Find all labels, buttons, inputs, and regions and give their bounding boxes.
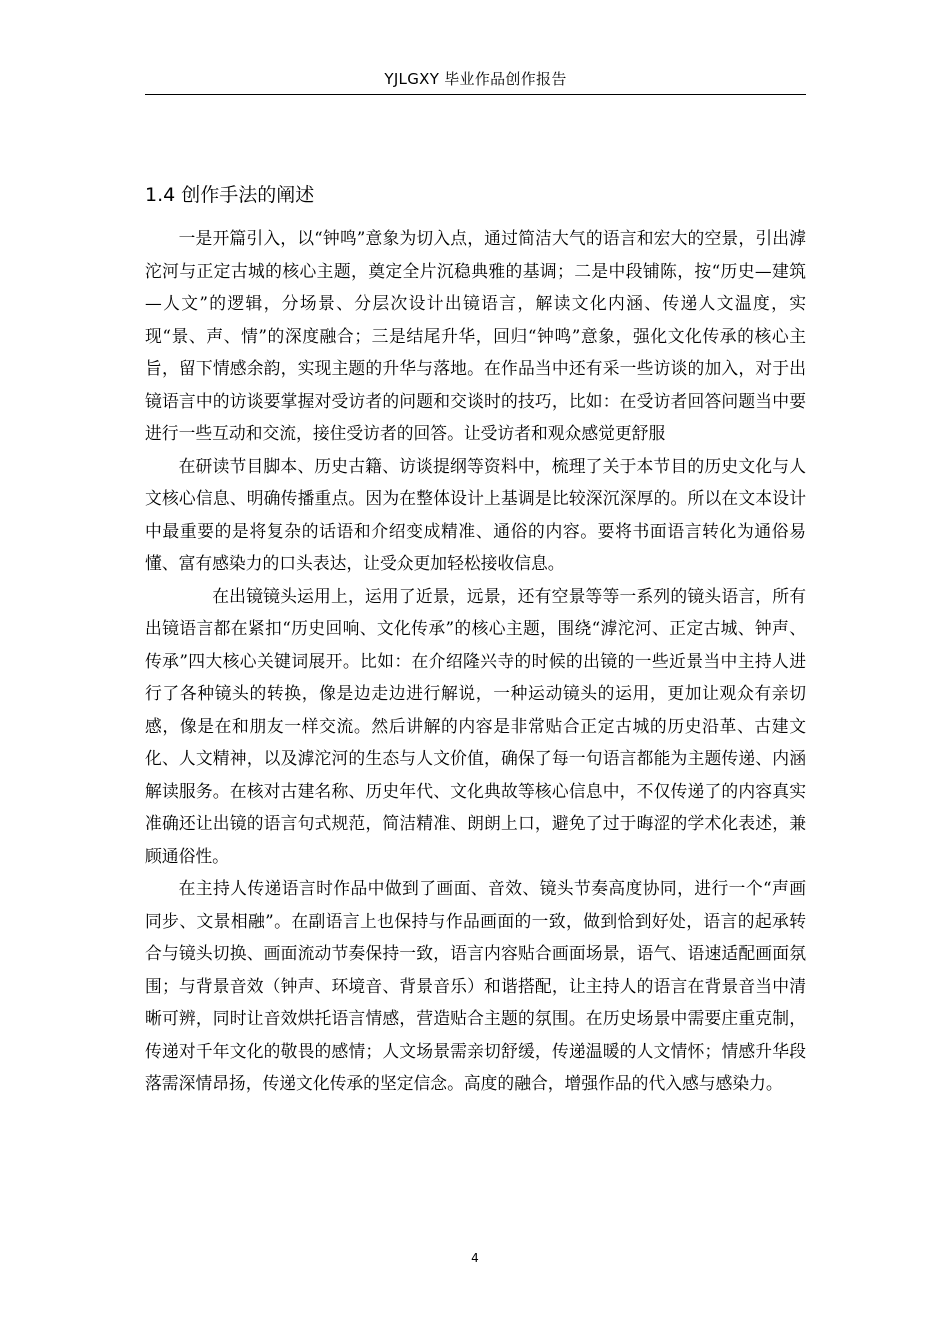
paragraph-camera-language: 在出镜镜头运用上，运用了近景，远景，还有空景等等一系列的镜头语言，所有出镜语言都在紧扣“历史回响、文化传承”的核心主题，围绕“滹沱河、正定古城、钟声、传承”四大核心关键词展开。比如：在介绍隆兴寺的时候的出镜的一些近景当中主持人进行了各种镜头的转换，像是边走边进行解说，一种运动镜头的运用，更加让观众有亲切感，像是在和朋友一样交流。然后讲解的内容是非常贴合正定古城的历史沿革、古建文化、人文精神，以及滹沱河的生态与人文价值，确保了每一句语言都能为主题传递、内涵解读服务。在核对古建名称、历史年代、文化典故等核心信息中，不仅传递了的内容真实准确还让出镜的语言句式规范，简洁精准、朗朗上口，避免了过于晦涩的学术化表述，兼顾通俗性。 (145, 585, 806, 866)
page-header (145, 66, 806, 95)
paragraph-creative-structure: 一是开篇引入，以“钟鸣”意象为切入点，通过简洁大气的语言和宏大的空景，引出滹沱河与正定古城的核心主题，奠定全片沉稳典雅的基调；二是中段铺陈，按“历史—建筑—人文”的逻辑，分场景、分层次设计出镜语言，解读文化内涵、传递人文温度，实现“景、声、情”的深度融合；三是结尾升华，回归“钟鸣”意象，强化文化传承的核心主旨，留下情感余韵，实现主题的升华与落地。在作品当中还有采一些访谈的加入，对于出镜语言中的访谈要掌握对受访者的问题和交谈时的技巧，比如：在受访者回答问题当中要进行一些互动和交流，接住受访者的回答。让受访者和观众感觉更舒服 (145, 228, 806, 443)
paragraph-audio-visual-sync: 在主持人传递语言时作品中做到了画面、音效、镜头节奏高度协同，进行一个“声画同步、文景相融”。在副语言上也保持与作品画面的一致，做到恰到好处，语言的起承转合与镜头切换、画面流动节奏保持一致，语言内容贴合画面场景，语气、语速适配画面氛围；与背景音效（钟声、环境音、背景音乐）和谐搭配，让主持人的语言在背景音当中清晰可辨，同时让音效烘托语言情感，营造贴合主题的氛围。在历史场景中需要庄重克制，传递对千年文化的敬畏的感情；人文场景需亲切舒缓，传递温暖的人文情怀；情感升华段落需深情昂扬，传递文化传承的坚定信念。高度的融合，增强作品的代入感与感染力。 (145, 878, 806, 1093)
paragraph-script-research: 在研读节目脚本、历史古籍、访谈提纲等资料中，梳理了关于本节目的历史文化与人文核心信息、明确传播重点。因为在整体设计上基调是比较深沉深厚的。所以在文本设计中最重要的是将复杂的话语和介绍变成精准、通俗的内容。要将书面语言转化为通俗易懂、富有感染力的口头表达，让受众更加轻松接收信息。 (145, 455, 806, 573)
page-number: 4 (471, 1251, 479, 1265)
section-heading: 1.4 创作手法的阐述 (145, 184, 315, 206)
body-text (145, 222, 806, 1100)
header-title: YJLGXY 毕业作品创作报告 (384, 70, 567, 88)
